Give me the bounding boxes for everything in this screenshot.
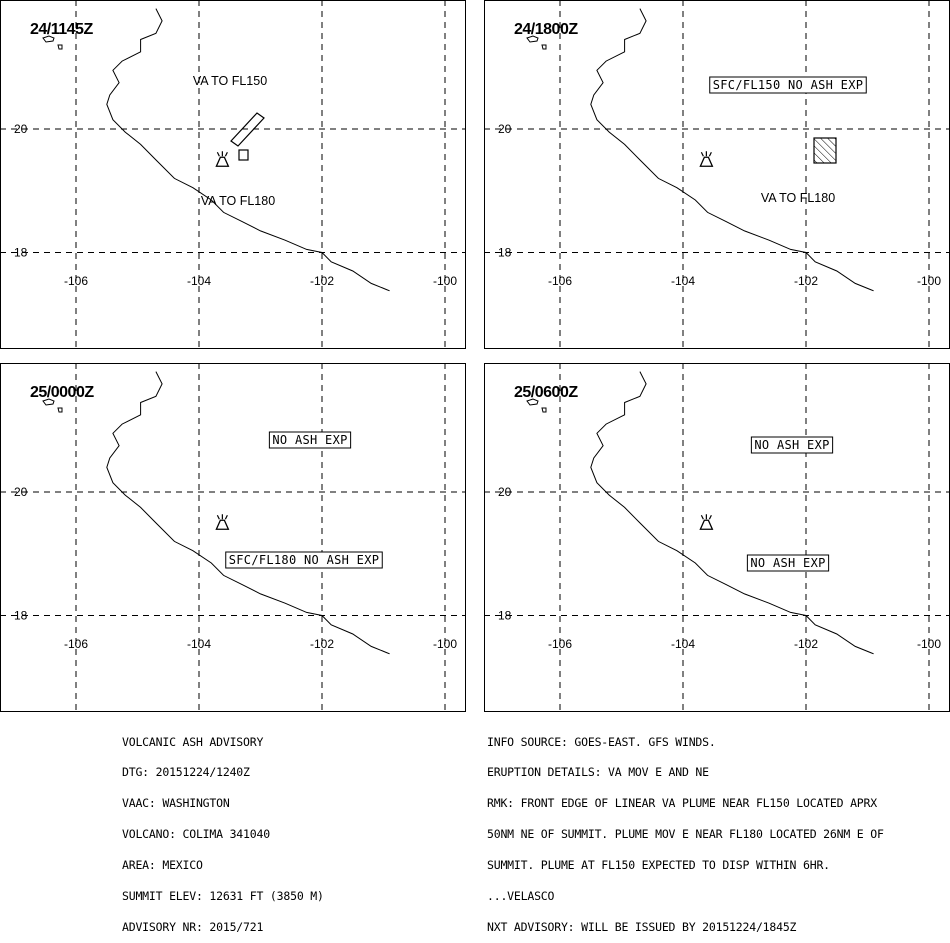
coastline <box>107 372 390 654</box>
forecast-panel-2 <box>484 0 950 349</box>
advisory-line: 50NM NE OF SUMMIT. PLUME MOV E NEAR FL180 LOCATED 26NM E OF <box>487 827 884 842</box>
panel-border <box>1 1 466 349</box>
forecast-panel-1 <box>0 0 466 349</box>
longitude-label: -106 <box>63 637 89 651</box>
longitude-label: -102 <box>793 274 819 288</box>
longitude-label: -104 <box>670 274 696 288</box>
forecast-time-label: 25/0000Z <box>30 384 94 401</box>
svg-text:VA TO FL180: VA TO FL180 <box>760 191 836 205</box>
latitude-label: 18 <box>498 245 512 260</box>
boxed-annotation <box>747 555 828 571</box>
annotation <box>201 194 275 208</box>
island-outline <box>542 45 546 49</box>
forecast-panel-3 <box>0 363 466 712</box>
island-outline <box>542 408 546 412</box>
longitude-label: -102 <box>309 274 335 288</box>
advisory-line: VAAC: WASHINGTON <box>122 796 230 811</box>
forecast-time-label: 25/0600Z <box>514 384 578 401</box>
panel-border <box>485 1 950 349</box>
latitude-label: 18 <box>14 245 28 260</box>
volcano-icon <box>700 151 712 166</box>
advisory-line: NXT ADVISORY: WILL BE ISSUED BY 20151224/1845Z <box>487 919 797 934</box>
advisory-line: RMK: FRONT EDGE OF LINEAR VA PLUME NEAR FL150 LOCATED APRX <box>487 796 877 811</box>
latitude-label: 20 <box>498 485 512 499</box>
latitude-label: 20 <box>14 122 28 136</box>
boxed-annotation <box>710 77 867 93</box>
advisory-line: DTG: 20151224/1240Z <box>122 765 250 780</box>
advisory-info-left <box>122 716 324 943</box>
volcano-icon <box>216 514 228 529</box>
longitude-label: -104 <box>186 637 212 651</box>
forecast-time-label: 24/1800Z <box>514 21 578 38</box>
svg-text:VA TO FL150: VA TO FL150 <box>192 74 268 88</box>
advisory-line: SUMMIT. PLUME AT FL150 EXPECTED TO DISP WITHIN 6HR. <box>487 858 830 873</box>
advisory-line: ERUPTION DETAILS: VA MOV E AND NE <box>487 765 709 780</box>
longitude-label: -100 <box>916 274 942 288</box>
advisory-line: ...VELASCO <box>487 889 555 904</box>
longitude-label: -100 <box>916 637 942 651</box>
svg-text:NO ASH EXP: NO ASH EXP <box>272 433 348 447</box>
latitude-label: 20 <box>498 122 512 136</box>
panel-border <box>485 364 950 712</box>
volcano-icon <box>700 514 712 529</box>
advisory-line: VOLCANO: COLIMA 341040 <box>122 827 270 842</box>
longitude-label: -106 <box>547 637 573 651</box>
longitude-label: -100 <box>432 274 458 288</box>
longitude-label: -106 <box>63 274 89 288</box>
longitude-label: -104 <box>670 637 696 651</box>
longitude-label: -102 <box>793 637 819 651</box>
longitude-label: -106 <box>547 274 573 288</box>
island-outline <box>58 408 62 412</box>
forecast-time-label: 24/1145Z <box>30 21 93 38</box>
advisory-line: SUMMIT ELEV: 12631 FT (3850 M) <box>122 889 324 904</box>
longitude-label: -100 <box>432 637 458 651</box>
svg-text:SFC/FL180 NO ASH EXP: SFC/FL180 NO ASH EXP <box>228 553 380 567</box>
island-outline <box>58 45 62 49</box>
svg-text:NO ASH EXP: NO ASH EXP <box>754 438 830 452</box>
coastline <box>591 372 874 654</box>
advisory-line: VOLCANIC ASH ADVISORY <box>122 734 264 749</box>
ash-area-small-box <box>239 150 248 160</box>
boxed-annotation <box>751 437 832 453</box>
latitude-label: 20 <box>14 485 28 499</box>
longitude-label: -102 <box>309 637 335 651</box>
volcano-icon <box>216 151 228 166</box>
longitude-label: -104 <box>186 274 212 288</box>
svg-text:SFC/FL150 NO ASH EXP: SFC/FL150 NO ASH EXP <box>712 78 864 92</box>
advisory-line: ADVISORY NR: 2015/721 <box>122 919 264 934</box>
ash-area-hatched-box <box>814 138 836 163</box>
forecast-panel-4 <box>484 363 950 712</box>
latitude-label: 18 <box>14 608 28 623</box>
svg-text:NO ASH EXP: NO ASH EXP <box>750 556 826 570</box>
advisory-info-right <box>487 716 884 943</box>
latitude-label: 18 <box>498 608 512 623</box>
panel-border <box>1 364 466 712</box>
svg-text:VA TO FL180: VA TO FL180 <box>200 194 276 208</box>
advisory-line: AREA: MEXICO <box>122 858 203 873</box>
annotation <box>193 74 267 88</box>
advisory-line: INFO SOURCE: GOES-EAST. GFS WINDS. <box>487 734 716 749</box>
boxed-annotation <box>226 552 383 568</box>
annotation <box>761 191 835 205</box>
boxed-annotation <box>269 432 350 448</box>
